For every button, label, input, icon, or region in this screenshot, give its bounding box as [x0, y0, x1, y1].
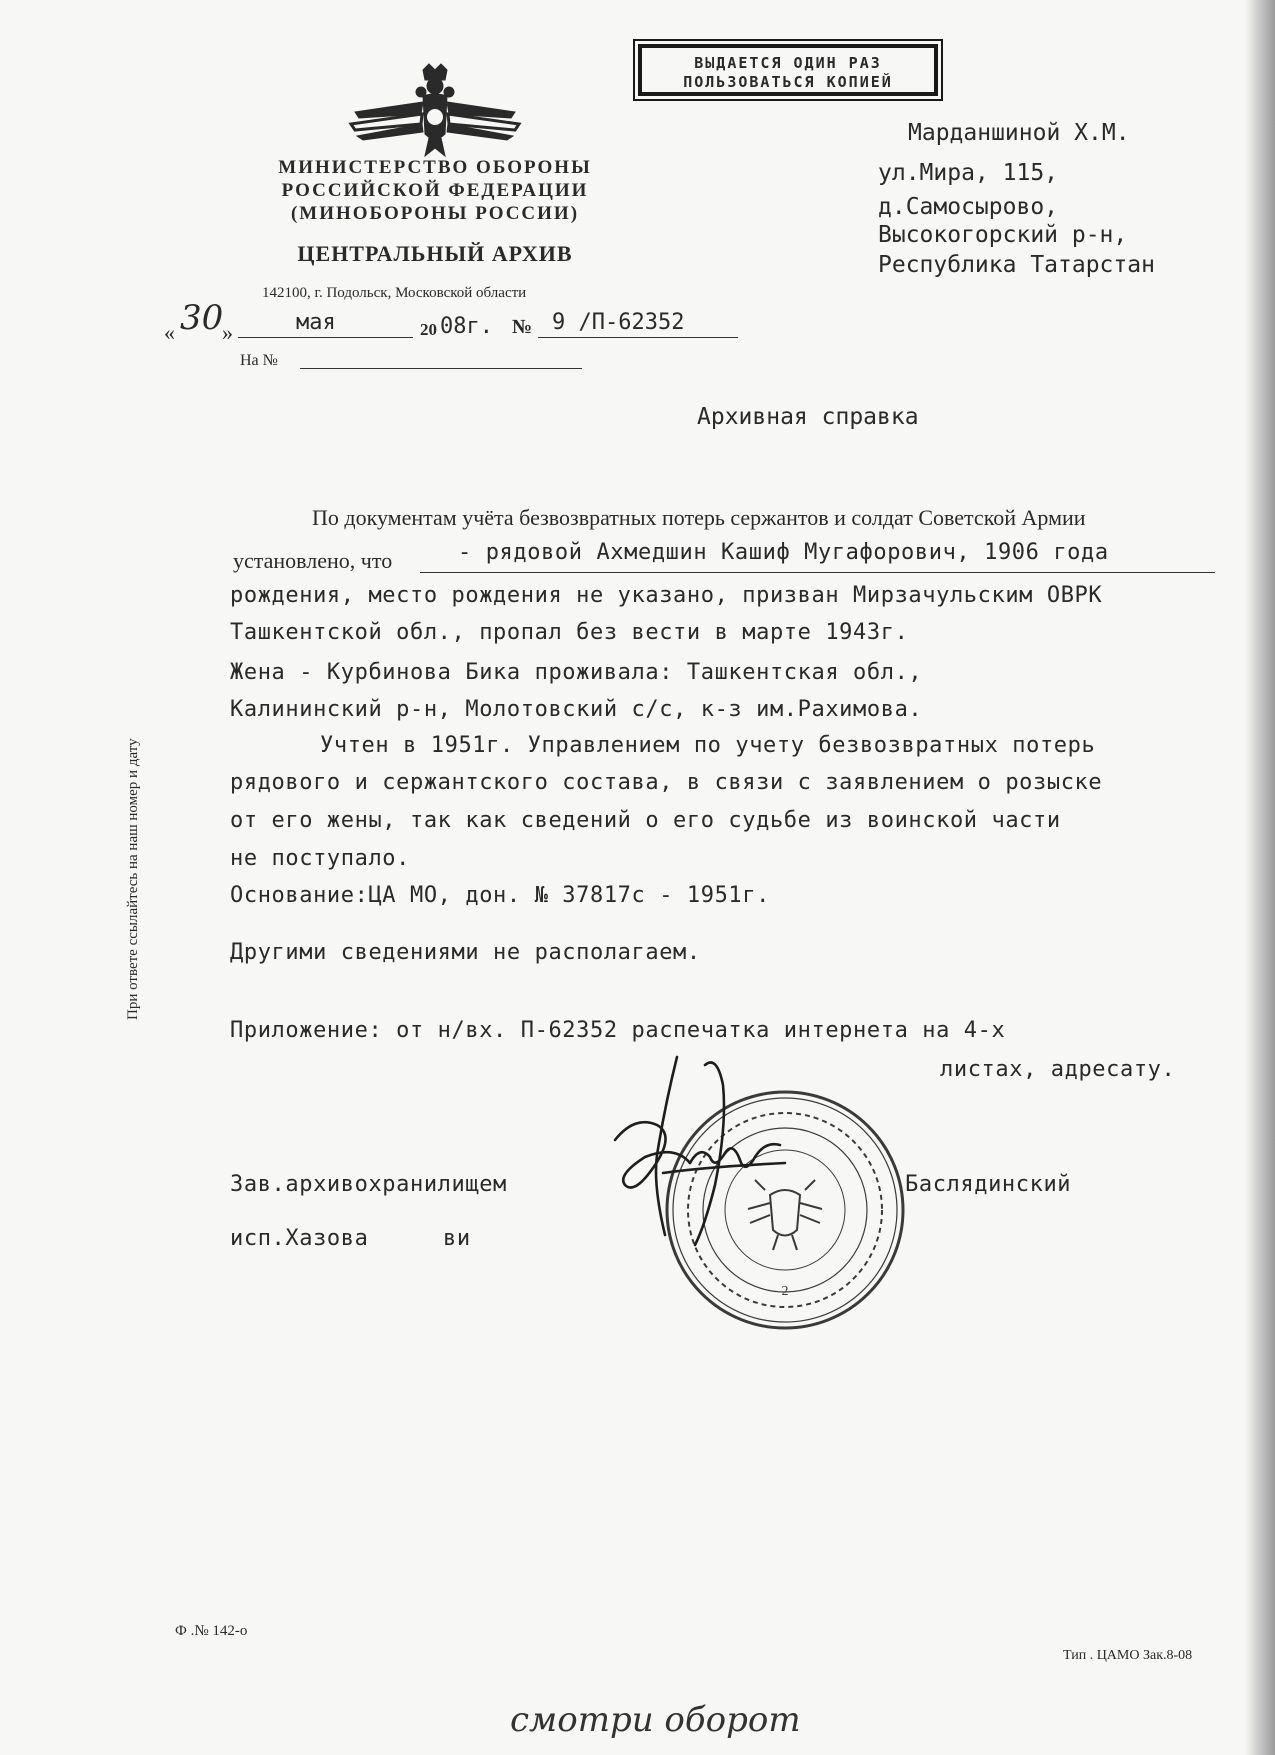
year-suffix: 08г. — [440, 314, 493, 339]
body-line-9: не поступало. — [230, 846, 410, 871]
intro-text: По документам учёта безвозвратных потерь сержантов и солдат Советской Армии — [312, 505, 1086, 530]
body-line-8: от его жены, так как сведений о его судьбе из воинской части — [230, 808, 1061, 833]
signer-title: Зав.архивохранилищем — [230, 1172, 507, 1197]
document-number: 9 /П-62352 — [552, 310, 685, 335]
seal-number: 2 — [781, 1284, 789, 1299]
scan-edge — [1245, 0, 1275, 1755]
body-line-5: Калининский р-н, Молотовский с/с, к-з им.Рахимова. — [230, 697, 923, 722]
number-sign: № — [512, 316, 533, 338]
stamp-line-1: ВЫДАЕТСЯ ОДИН РАЗ — [694, 54, 882, 72]
org-name-line-1: МИНИСТЕРСТВО ОБОРОНЫ — [278, 157, 592, 178]
form-number: Ф .№ 142-о — [175, 1623, 248, 1639]
archive-name: ЦЕНТРАЛЬНЫЙ АРХИВ — [297, 241, 573, 266]
date-close-quote: » — [222, 320, 233, 345]
body-line-10: Основание:ЦА МО, дон. № 37817с - 1951г. — [230, 883, 770, 908]
reply-reference-underline — [300, 368, 582, 369]
single-issue-stamp — [638, 44, 938, 96]
print-order: Тип . ЦАМО Зак.8-08 — [1063, 1648, 1193, 1663]
body-line-6: Учтен в 1951г. Управлением по учету безвозвратных потерь — [320, 733, 1096, 758]
archive-address: 142100, г. Подольск, Московской области — [262, 285, 527, 301]
month-underline — [238, 337, 413, 338]
body-line-1: - рядовой Ахмедшин Кашиф Мугафорович, 1906 года — [458, 540, 1109, 565]
margin-reference-note: При ответе ссылайтесь на наш номер и дату — [125, 738, 141, 1020]
recipient-district: Высокогорский р-н, — [878, 222, 1128, 248]
executor-name: исп.Хазова — [230, 1226, 369, 1251]
established-label: установлено, что — [233, 548, 393, 573]
no-other-info: Другими сведениями не располагаем. — [230, 940, 701, 965]
executor-initials: ви — [443, 1226, 471, 1251]
signer-name: Баслядинский — [905, 1172, 1072, 1197]
org-name-line-3: (МИНОБОРОНЫ РОССИИ) — [290, 203, 580, 224]
number-underline — [538, 337, 738, 338]
eagle-emblem-icon — [345, 62, 525, 160]
body-line-4: Жена - Курбинова Бика проживала: Ташкентская обл., — [230, 660, 923, 685]
body-line-3: Ташкентской обл., пропал без вести в марте 1943г. — [230, 620, 909, 645]
recipient-republic: Республика Татарстан — [878, 252, 1155, 278]
date-open-quote: « — [164, 320, 175, 345]
established-underline — [420, 572, 1215, 573]
reply-reference-label: На № — [240, 352, 278, 369]
recipient-name: Марданшиной Х.М. — [908, 120, 1130, 146]
attachment-line-1: Приложение: от н/вх. П-62352 распечатка интернета на 4-х — [230, 1018, 1006, 1043]
recipient-street: ул.Мира, 115, — [878, 160, 1059, 186]
attachment-line-2: листах, адресату. — [940, 1057, 1176, 1082]
year-prefix: 20 — [420, 320, 437, 339]
bottom-handwritten-note: смотри оборот — [510, 1700, 801, 1740]
handwritten-signature — [605, 1045, 805, 1255]
document-title: Архивная справка — [697, 404, 919, 430]
date-day: 30 — [180, 298, 224, 338]
body-line-7: рядового и сержантского состава, в связи с заявлением о розыске — [230, 770, 1103, 795]
org-name-line-2: РОССИЙСКОЙ ФЕДЕРАЦИИ — [281, 180, 589, 201]
stamp-line-2: ПОЛЬЗОВАТЬСЯ КОПИЕЙ — [683, 73, 893, 91]
recipient-village: д.Самосырово, — [878, 194, 1059, 220]
date-month: мая — [296, 310, 336, 335]
body-line-2: рождения, место рождения не указано, призван Мирзачульским ОВРК — [230, 583, 1103, 608]
